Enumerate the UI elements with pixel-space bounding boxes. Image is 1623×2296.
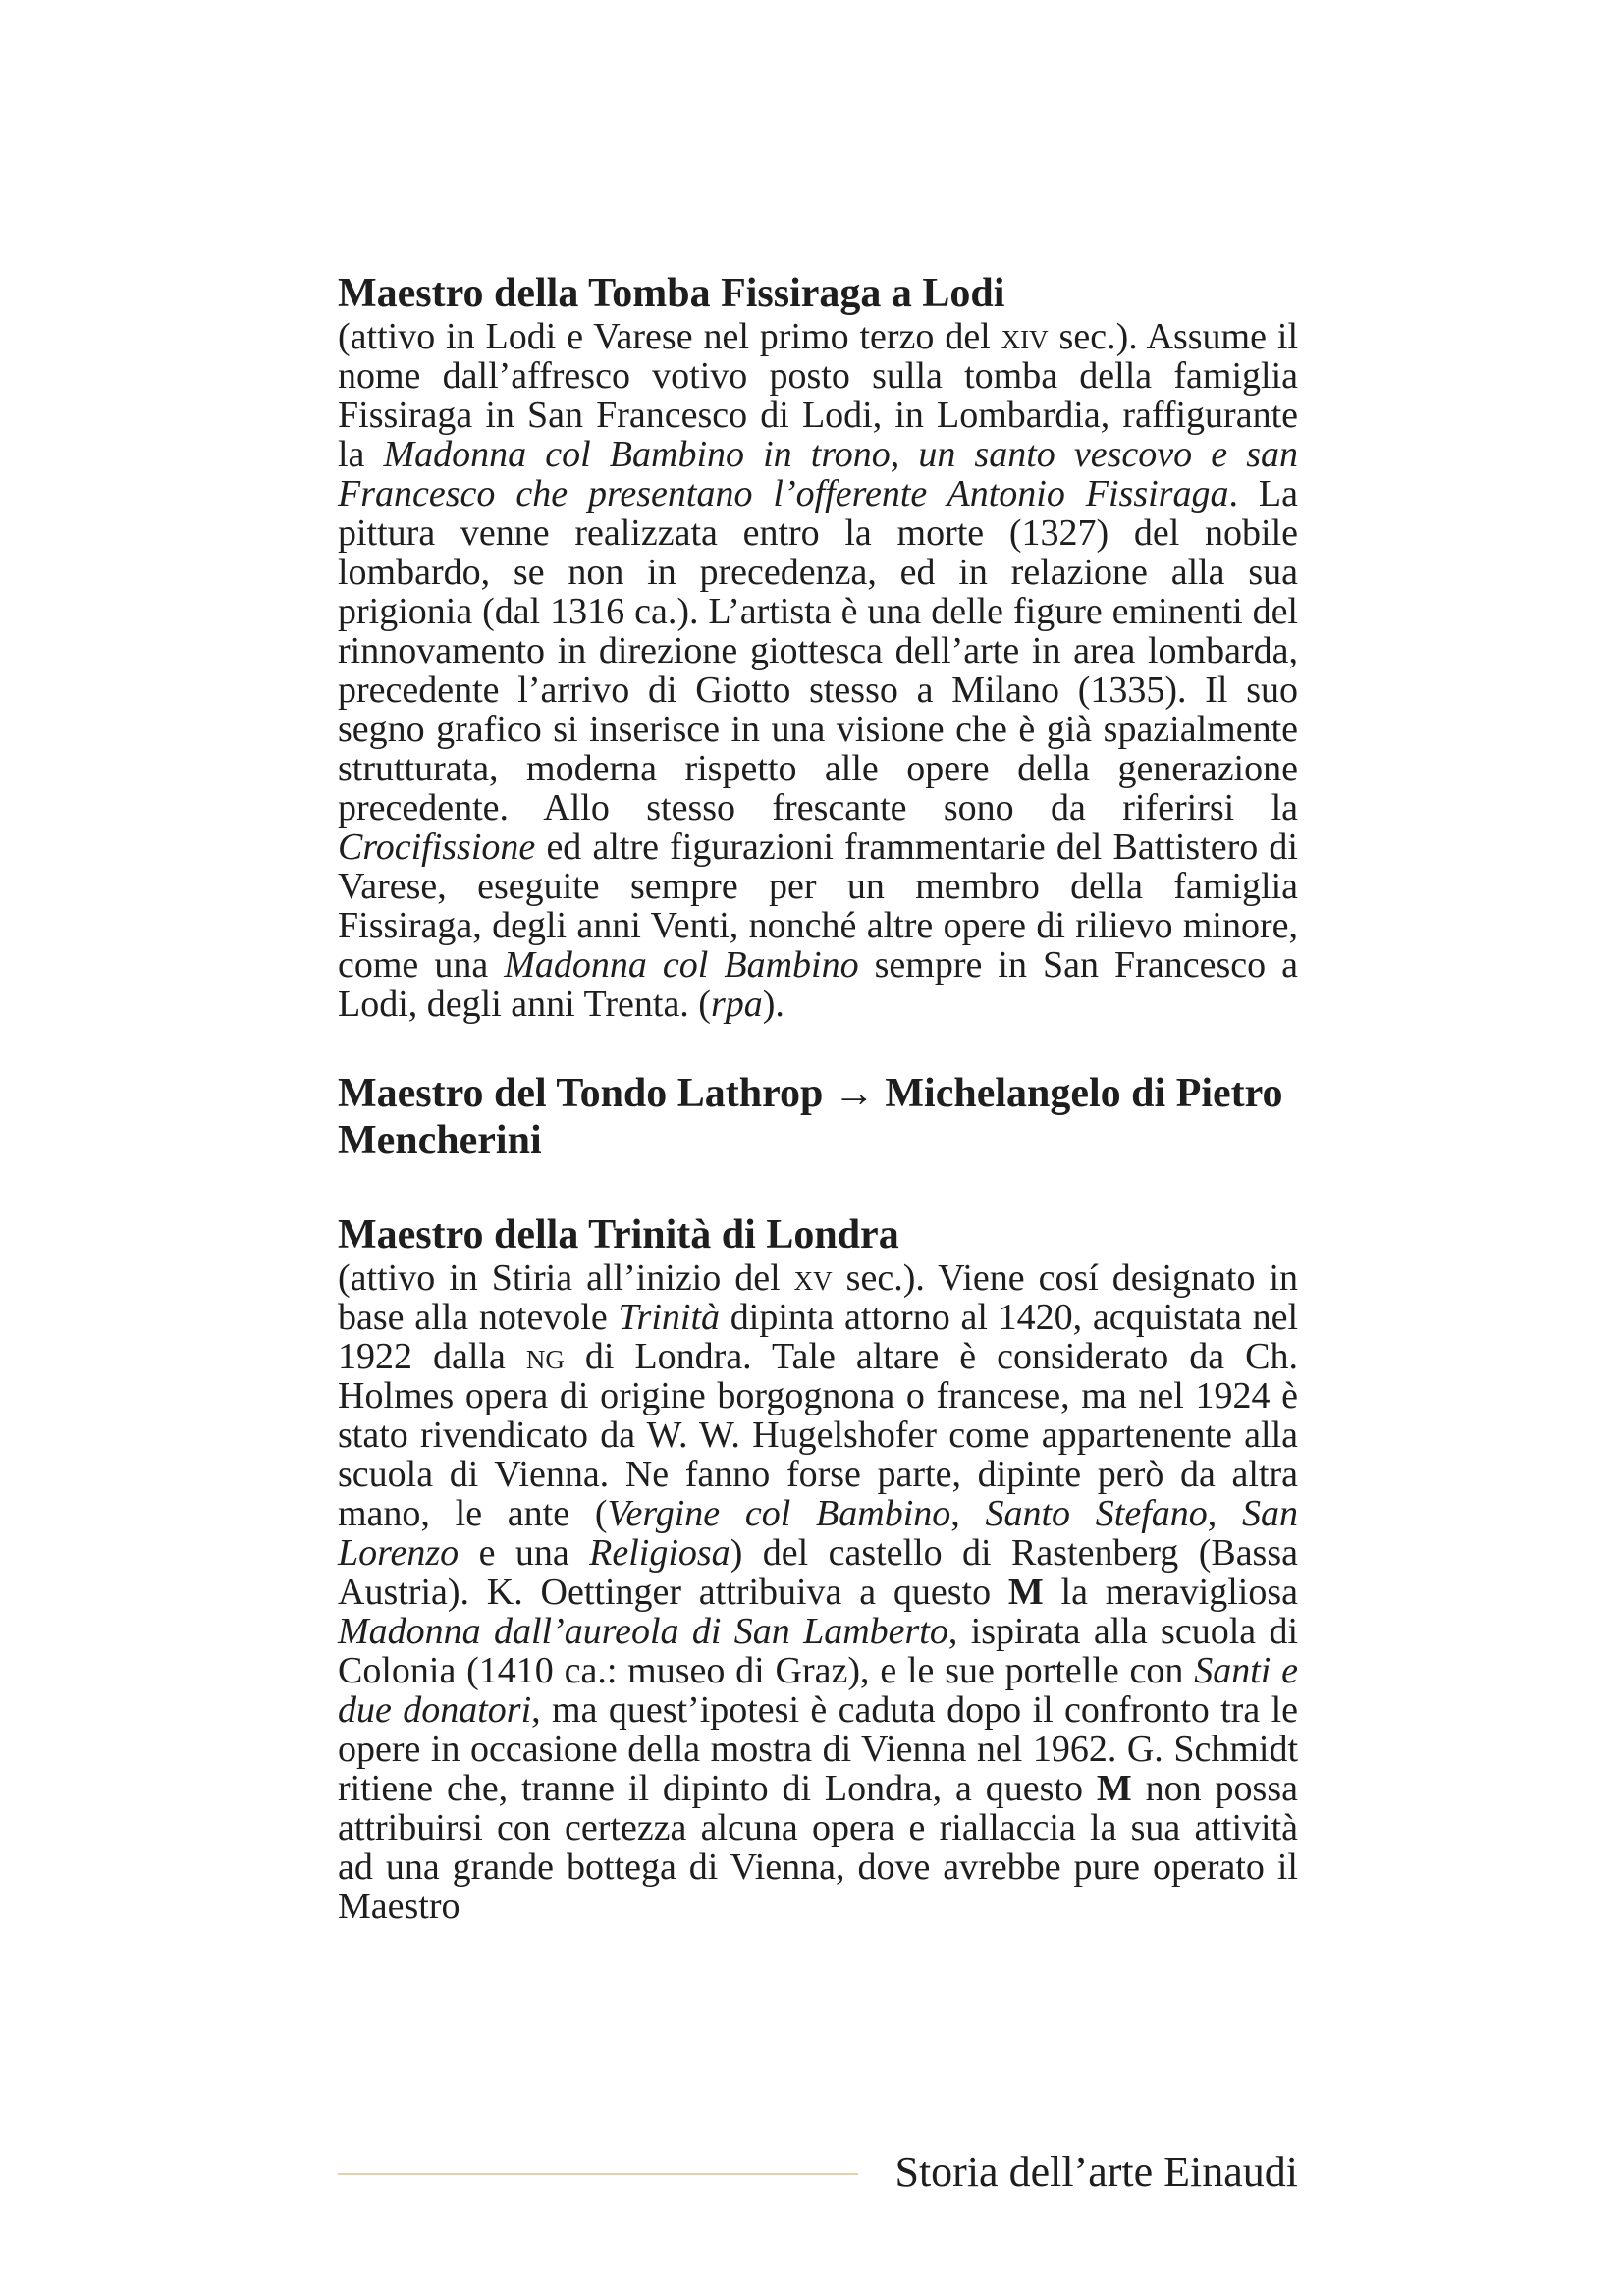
footer-rule xyxy=(338,2173,858,2175)
cross-reference-target: Michelangelo di Pietro Mencherini xyxy=(338,1071,1283,1163)
entry-title-fissiraga: Maestro della Tomba Fissiraga a Lodi xyxy=(338,271,1005,316)
entry-title-lathrop-name: Maestro del Tondo Lathrop xyxy=(338,1071,824,1116)
footer-label: Storia dell’arte Einaudi xyxy=(894,2148,1298,2196)
entry-body-trinita: (attivo in Stiria all’inizio del xv sec.). Viene cosí designato in base alla notevole Trinità dipinta attorno al 1420, acquistata nel 1922 dalla ng di Londra. Tale altare è considerato da Ch. Holmes opera di origine borgognona o francese, ma nel 1924 è stato rivendicato da W. W. Hugelshofer come appartenente alla scuola di Vienna. Ne fanno forse parte, dipinte però da altra mano, le ante (Vergine col Bambino, Santo Stefano, San Lorenzo e una Religiosa) del castello di Rastenberg (Bassa Austria). K. Oettinger attribuiva a questo M la meravigliosa Madonna dall’aureola di San Lamberto, ispirata alla scuola di Colonia (1410 ca.: museo di Graz), e le sue portelle con Santi e due donatori, ma quest’ipotesi è caduta dopo il confronto tra le opere in occasione della mostra di Vienna nel 1962. G. Schmidt ritiene che, tranne il dipinto di Londra, a questo M non possa attribuirsi con certezza alcuna opera e riallaccia la sua attività ad una grande bottega di Vienna, dove avrebbe pure operato il Maestro xyxy=(338,1257,1299,1927)
entry-title-trinita: Maestro della Trinità di Londra xyxy=(338,1212,899,1257)
entry-title-lathrop xyxy=(338,1070,1298,1164)
entry-body-fissiraga: (attivo in Lodi e Varese nel primo terzo del xiv sec.). Assume il nome dall’affresco votivo posto sulla tomba della famiglia Fissiraga in San Francesco di Lodi, in Lombardia, raffigurante la Madonna col Bambino in trono, un santo vescovo e san Francesco che presentano l’offerente Antonio Fissiraga. La pittura venne realizzata entro la morte (1327) del nobile lombardo, se non in precedenza, ed in relazione alla sua prigionia (dal 1316 ca.). L’artista è una delle figure eminenti del rinnovamento in direzione giottesca dell’arte in area lombarda, precedente l’arrivo di Giotto stesso a Milano (1335). Il suo segno grafico si inserisce in una visione che è già spazialmente strutturata, moderna rispetto alle opere della generazione precedente. Allo stesso frescante sono da riferirsi la Crocifissione ed altre figurazioni frammentarie del Battistero di Varese, eseguite sempre per un membro della famiglia Fissiraga, degli anni Venti, nonché altre opere di rilievo minore, come una Madonna col Bambino sempre in San Francesco a Lodi, degli anni Trenta. (rpa). xyxy=(338,316,1299,1025)
cross-reference-arrow: → xyxy=(833,1071,875,1116)
page-content xyxy=(338,270,1298,1926)
